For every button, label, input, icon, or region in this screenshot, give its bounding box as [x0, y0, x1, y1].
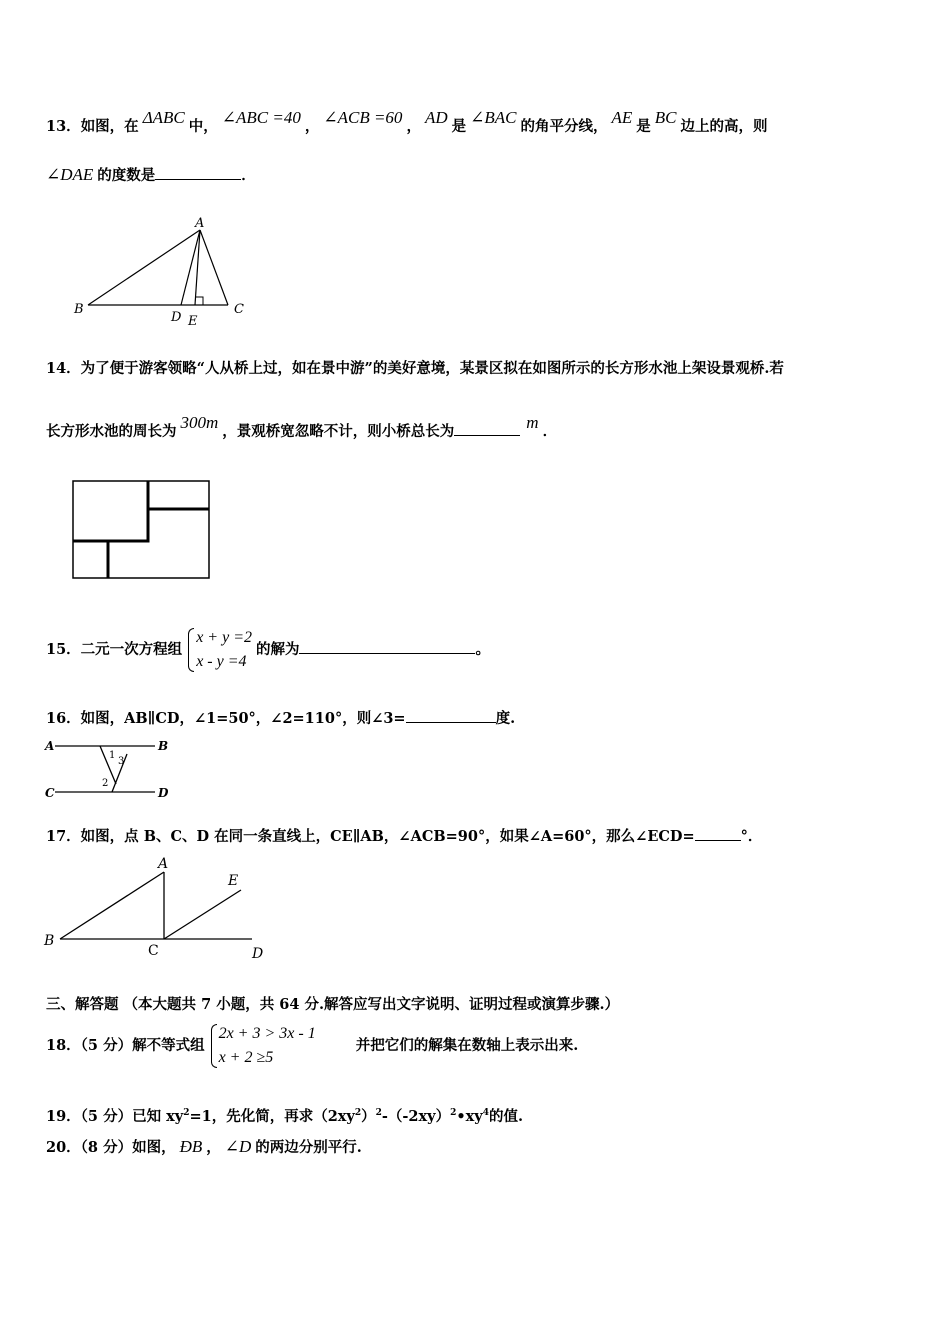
q13-line2: ∠DAE 的度数是 ． — [46, 165, 256, 184]
q14-line2: 长方形水池的周长为 300m ，景观桥宽忽略不计，则小桥总长为 m ． — [46, 413, 558, 440]
pool-rectangle — [73, 481, 209, 578]
math-angle-d: ∠D — [224, 1137, 252, 1156]
q17-figure — [40, 855, 280, 965]
q16-parallel-figure — [40, 736, 180, 804]
inequality-1: 2x + 3 > 3x - 1 — [218, 1025, 316, 1042]
math-angle-dae: ∠DAE — [46, 165, 94, 184]
label-e: E — [188, 314, 198, 329]
label-angle-2: 2 — [102, 778, 109, 789]
math-angle-abc: ∠ABC =40 — [221, 108, 301, 127]
label-c: C — [148, 943, 159, 959]
q14-pool-figure — [66, 475, 216, 585]
label-d: D — [171, 310, 182, 325]
math-angle-bac: ∠BAC — [470, 108, 517, 127]
label-b: B — [158, 739, 169, 753]
label-a: A — [45, 739, 55, 753]
label-c: C — [45, 786, 55, 800]
label-b: B — [44, 933, 55, 949]
answer-blank — [155, 165, 241, 180]
equation-1: x + y =2 — [196, 629, 252, 646]
inequality-2: x + 2 ≥5 — [218, 1049, 274, 1066]
math-ad: AD — [424, 108, 448, 127]
section3-heading: 三、解答题 （本大题共 7 小题，共 64 分.解答应写出文字说明、证明过程或演算步骤.） — [46, 996, 620, 1013]
answer-blank — [695, 826, 741, 841]
q16-line: 16．如图，AB∥CD，∠1=50°，∠2=110°，则∠3= 度. — [46, 710, 516, 727]
equation-2: x - y =4 — [196, 653, 247, 670]
label-angle-3: 3 — [118, 756, 125, 767]
label-a: A — [195, 216, 205, 231]
q20-line: 20．（8 分）如图， ÐB ， ∠D 的两边分别平行. — [46, 1137, 362, 1156]
math-angle-acb: ∠ACB =60 — [323, 108, 403, 127]
q14-line1: 14．为了便于游客领略“人从桥上过，如在景中游”的美好意境，某景区拟在如图所示的长方形水池上架设景观桥.若 — [46, 360, 784, 377]
q13-line1: 13．如图，在 ΔABC 中， ∠ABC =40 ， ∠ACB =60 ， AD 是 ∠BAC 的角平分线， AE 是 BC 边上的高，则 — [46, 108, 768, 135]
q13-triangle-figure — [66, 215, 256, 330]
math-ae: AE — [611, 108, 633, 127]
math-unit-m: m — [526, 413, 539, 432]
answer-blank — [299, 639, 475, 654]
answer-blank — [406, 708, 496, 723]
label-c: C — [234, 302, 244, 317]
equation-system — [186, 626, 252, 674]
math-300m: 300m — [180, 413, 219, 432]
segment-ab — [88, 230, 200, 305]
inequality-system — [209, 1022, 316, 1070]
math-triangle: ΔABC — [142, 108, 185, 127]
label-a: A — [158, 856, 169, 872]
segment-ab — [60, 872, 164, 939]
label-b: B — [74, 302, 84, 317]
q13-number: 13． — [46, 118, 81, 135]
answer-blank — [454, 421, 520, 436]
segment-ce — [164, 890, 241, 939]
label-angle-1: 1 — [109, 750, 116, 761]
math-angle-b: ÐB — [179, 1137, 203, 1156]
q18-line: 18．（5 分）解不等式组 2x + 3 > 3x - 1 x + 2 ≥5 并把它们的解集在数轴上表示出来. — [46, 1018, 578, 1074]
q17-line: 17．如图，点 B、C、D 在同一条直线上，CE∥AB，∠ACB=90°，如果∠A=60°，那么∠ECD= °． — [46, 828, 763, 845]
math-bc: BC — [654, 108, 677, 127]
label-d: D — [252, 946, 264, 962]
bridge-upper — [148, 481, 209, 509]
q15-line: 15．二元一次方程组 x + y =2 x - y =4 的解为 。 — [46, 622, 490, 678]
label-e: E — [228, 873, 239, 889]
segment-ac — [200, 230, 228, 305]
bridge-middle — [73, 509, 148, 541]
right-angle-mark — [195, 297, 203, 305]
label-d: D — [158, 786, 169, 800]
q19-line: 19．（5 分）已知 $xy^2=1$，先化简，再求$(2xy^2)^2-(-2xy)^2•xy^4$的值. — [46, 1107, 524, 1125]
